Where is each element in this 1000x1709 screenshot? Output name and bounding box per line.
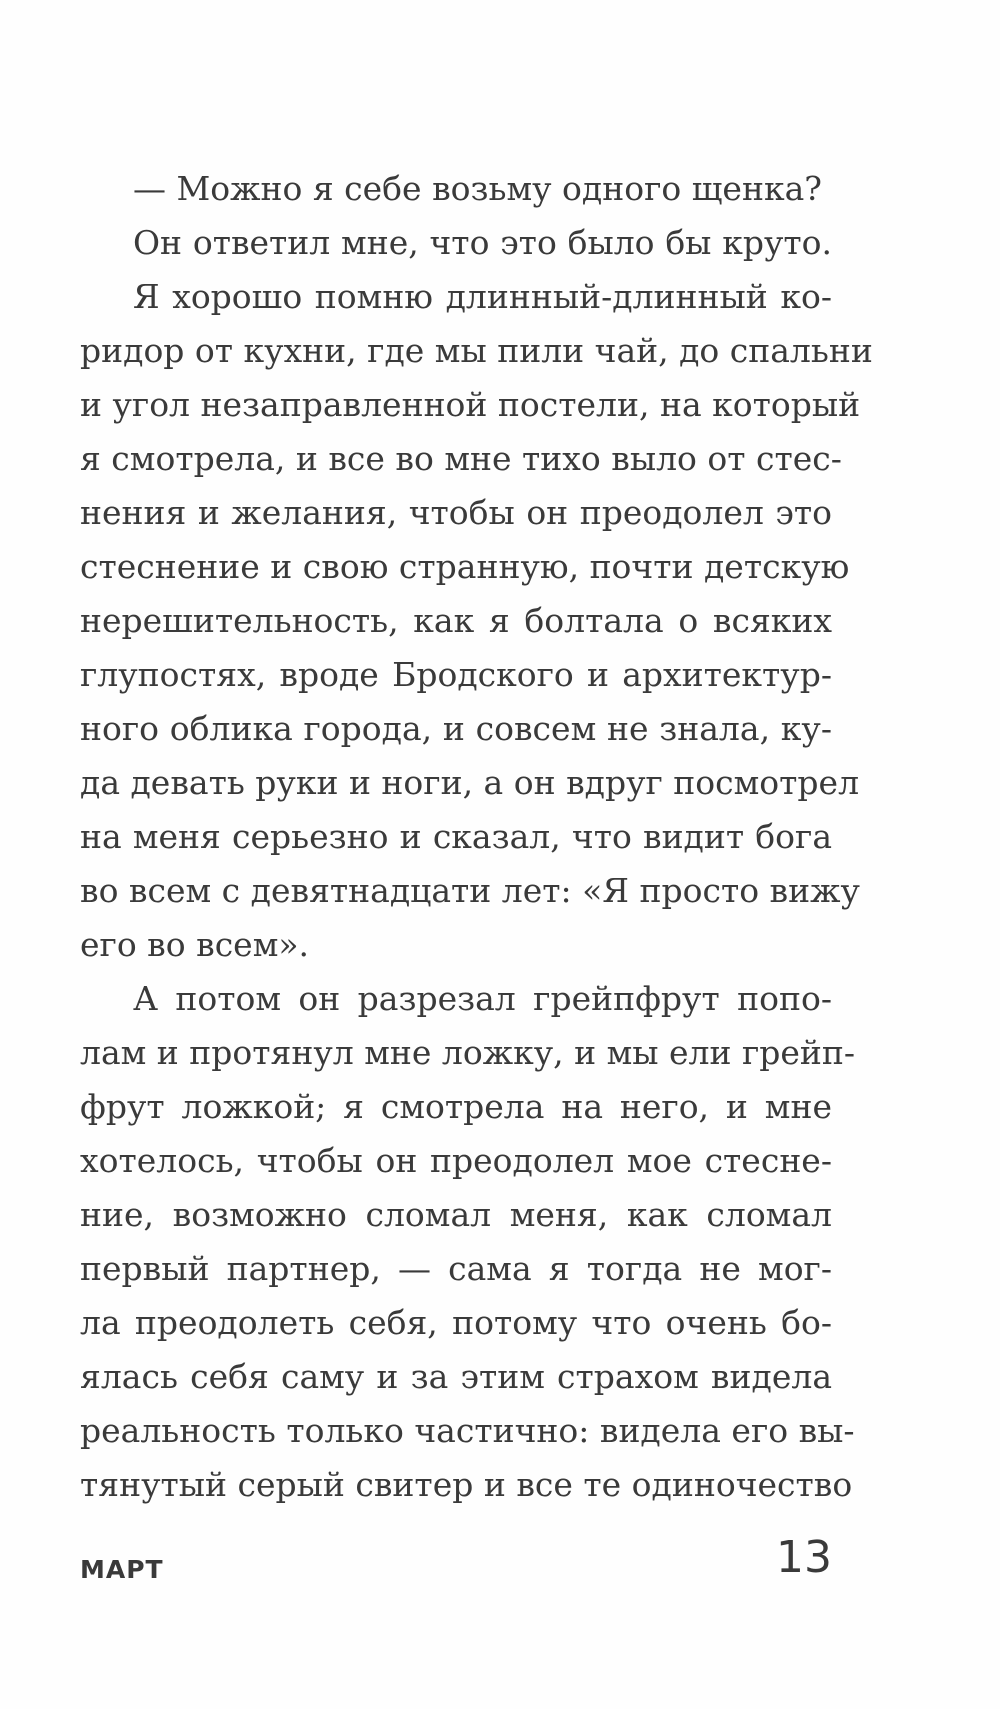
text-line: во всем с девятнадцати лет: «Я просто вижу <box>80 871 860 910</box>
text-line: его во всем». <box>80 925 310 964</box>
text-line: фрут ложкой; я смотрела на него, и мне <box>80 1087 832 1126</box>
text-line: ние, возможно сломал меня, как сломал <box>80 1195 832 1234</box>
page-number: 13 <box>776 1532 832 1583</box>
text-line: ридор от кухни, где мы пили чай, до спальни <box>80 331 873 370</box>
running-footer-section: МАРТ <box>80 1555 164 1584</box>
text-line: реальность только частично: видела его вы- <box>80 1411 855 1450</box>
text-line: я смотрела, и все во мне тихо выло от стес- <box>80 439 842 478</box>
text-line: тянутый серый свитер и все те одиночество <box>80 1465 853 1504</box>
text-line: нения и желания, чтобы он преодолел это <box>80 493 832 532</box>
text-line: ла преодолеть себя, потому что очень бо- <box>80 1303 832 1342</box>
text-line: ного облика города, и совсем не знала, ку- <box>80 709 832 748</box>
text-line: — Можно я себе возьму одного щенка? <box>133 169 822 208</box>
text-line: ялась себя саму и за этим страхом видела <box>80 1357 832 1396</box>
text-line: хотелось, чтобы он преодолел мое стесне- <box>80 1141 832 1180</box>
text-line: лам и протянул мне ложку, и мы ели грейп- <box>80 1033 856 1072</box>
text-line: А потом он разрезал грейпфрут попо- <box>133 979 832 1018</box>
text-line: первый партнер, — сама я тогда не мог- <box>80 1249 832 1288</box>
text-line: нерешительность, как я болтала о всяких <box>80 601 832 640</box>
text-line: да девать руки и ноги, а он вдруг посмотрел <box>80 763 860 802</box>
text-line: стеснение и свою странную, почти детскую <box>80 547 850 586</box>
text-line: Я хорошо помню длинный-длинный ко- <box>133 277 832 316</box>
text-line: на меня серьезно и сказал, что видит бога <box>80 817 832 856</box>
text-line: Он ответил мне, что это было бы круто. <box>133 223 832 262</box>
text-line: и угол незаправленной постели, на который <box>80 385 861 424</box>
text-line: глупостях, вроде Бродского и архитектур- <box>80 655 832 694</box>
